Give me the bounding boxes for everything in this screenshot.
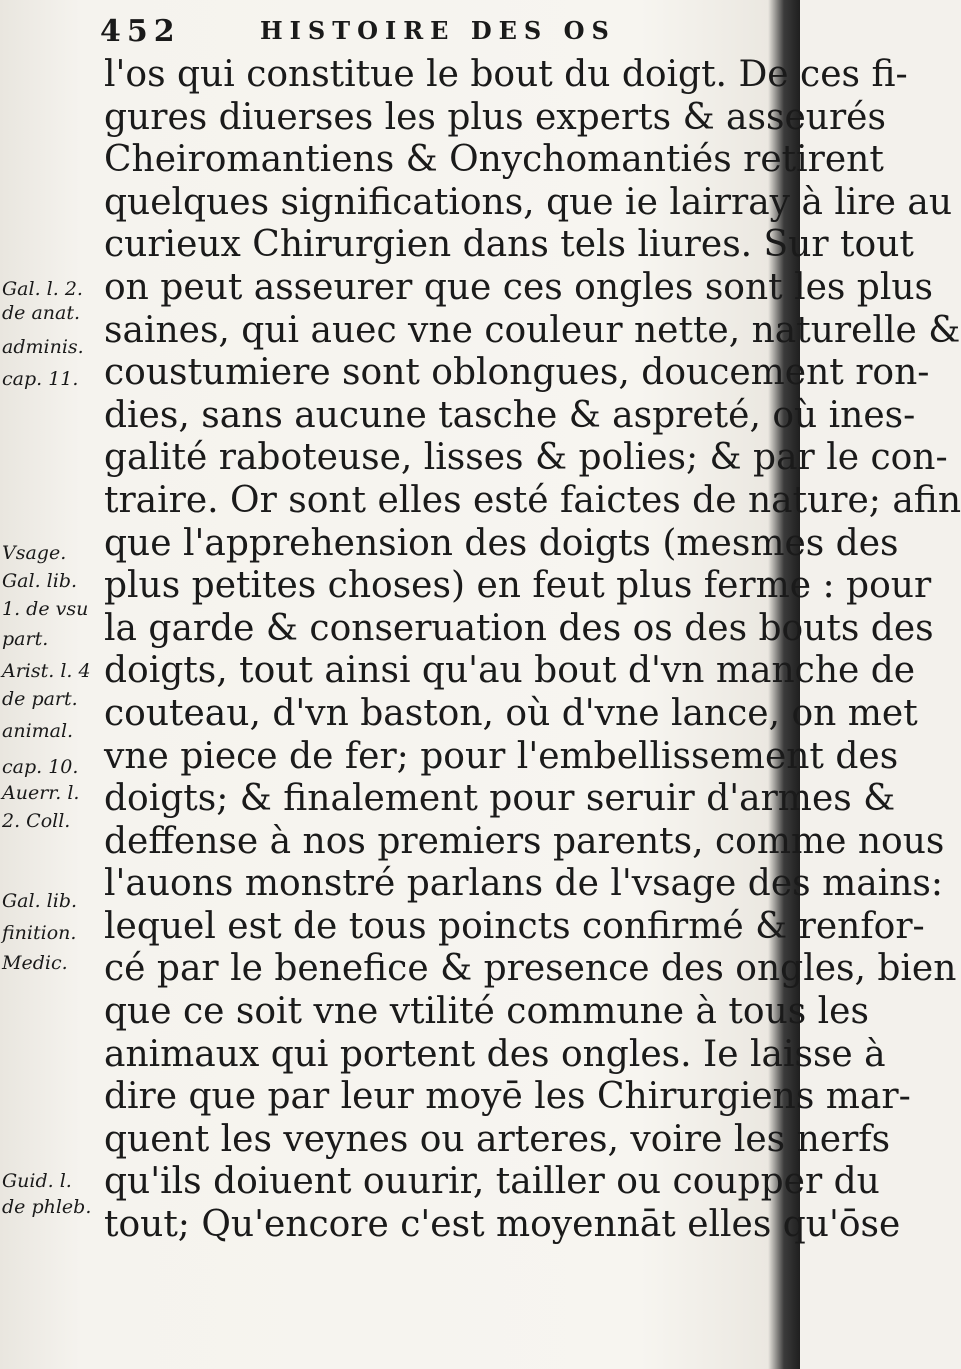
text-line: que l'apprehension des doigts (mesmes des bbox=[104, 522, 899, 564]
margin-note: Gal. l. 2. bbox=[2, 278, 83, 300]
text-line: l'auons monstré parlans de l'vsage des mains: bbox=[104, 863, 943, 905]
margin-note: Vsage. bbox=[2, 542, 67, 564]
text-line: doigts, tout ainsi qu'au bout d'vn manche de bbox=[104, 650, 916, 692]
margin-note: de anat. bbox=[2, 302, 81, 324]
text-line: tout; Qu'encore c'est moyennāt elles qu'ōse bbox=[104, 1204, 901, 1246]
margin-note: Guid. l. bbox=[2, 1170, 72, 1192]
margin-note: Medic. bbox=[2, 952, 68, 974]
margin-note: Auerr. l. bbox=[2, 782, 80, 804]
margin-note: adminis. bbox=[2, 336, 84, 358]
text-line: l'os qui constitue le bout du doigt. De ces fi- bbox=[104, 54, 908, 95]
margin-note: 1. de vsu bbox=[2, 598, 89, 620]
text-line: vne piece de fer; pour l'embellissement des bbox=[104, 735, 899, 777]
text-line: galité raboteuse, lisses & polies; & par le con- bbox=[104, 437, 948, 479]
margin-note: de part. bbox=[2, 688, 78, 710]
text-line: qu'ils doiuent ouurir, tailler ou coupper du bbox=[104, 1161, 880, 1203]
margin-note: cap. 10. bbox=[2, 756, 79, 778]
page-header bbox=[100, 14, 740, 54]
text-line: deffense à nos premiers parents, comme nous bbox=[104, 820, 945, 862]
text-line: animaux qui portent des ongles. Ie laisse à bbox=[104, 1033, 886, 1075]
text-line: on peut asseurer que ces ongles sont les plus bbox=[104, 266, 934, 308]
body-text bbox=[104, 54, 961, 1247]
text-line: dire que par leur moyē les Chirurgiens mar- bbox=[104, 1076, 911, 1118]
text-line: que ce soit vne vtilité commune à tous les bbox=[104, 991, 869, 1033]
margin-note: Arist. l. 4 bbox=[2, 660, 91, 682]
text-line: cé par le benefice & presence des ongles, bien bbox=[104, 948, 957, 990]
margin-note: de phleb. bbox=[2, 1196, 92, 1218]
text-line: quent les veynes ou arteres, voire les nerfs bbox=[104, 1118, 891, 1160]
text-line: quelques significations, que ie lairray à lire au bbox=[104, 181, 953, 223]
text-line: lequel est de tous poincts confirmé & renfor- bbox=[104, 905, 925, 947]
margin-note: 2. Coll. bbox=[2, 810, 71, 832]
text-line: saines, qui auec vne couleur nette, naturelle & bbox=[104, 309, 961, 351]
text-line: curieux Chirurgien dans tels liures. Sur tout bbox=[104, 224, 914, 266]
margin-note: Gal. lib. bbox=[2, 570, 78, 592]
margin-note: part. bbox=[2, 628, 49, 650]
text-line: dies, sans aucune tasche & aspreté, où ines- bbox=[104, 394, 916, 436]
text-line: couteau, d'vn baston, où d'vne lance, on met bbox=[104, 692, 918, 734]
margin-note: finition. bbox=[2, 922, 77, 944]
text-line: doigts; & finalement pour seruir d'armes & bbox=[104, 778, 896, 820]
running-title: HISTOIRE DES OS bbox=[260, 16, 616, 45]
margin-note: animal. bbox=[2, 720, 74, 742]
text-line: la garde & conseruation des os des bouts des bbox=[104, 607, 934, 649]
text-line: Cheiromantiens & Onychomantiés retirent bbox=[104, 139, 884, 181]
text-line: plus petites choses) en feut plus ferme : pour bbox=[104, 565, 932, 607]
text-line: traire. Or sont elles esté faictes de nature; afin bbox=[104, 479, 961, 521]
text-line: gures diuerses les plus experts & asseurés bbox=[104, 96, 886, 138]
margin-note: Gal. lib. bbox=[2, 890, 78, 912]
margin-note: cap. 11. bbox=[2, 368, 79, 390]
page-number: 452 bbox=[100, 14, 181, 49]
text-line: coustumiere sont oblongues, doucement ron- bbox=[104, 352, 930, 394]
